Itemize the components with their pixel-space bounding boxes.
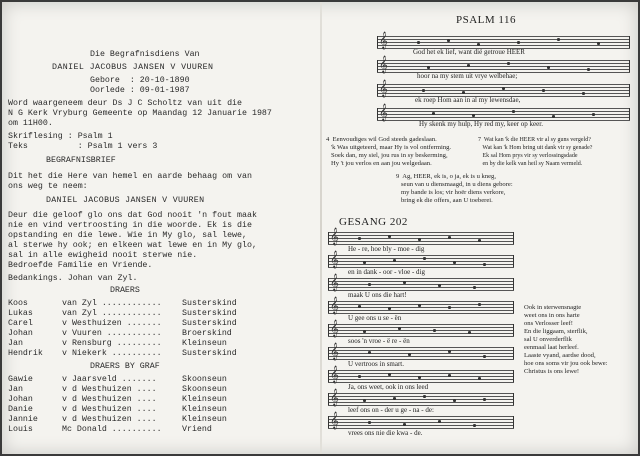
treble-clef-icon: 𝄞 xyxy=(330,365,339,383)
bearer-first: Koos xyxy=(8,299,28,308)
bearer-relation: Skoonseun xyxy=(182,375,227,384)
letter-body-line: Deur die geloof glo ons dat God nooit 'n fout maak xyxy=(8,211,257,220)
bearer-relation: Vriend xyxy=(182,425,212,434)
gesang-lyric-line: soos 'n vroe - ë re - ën xyxy=(348,337,410,345)
bearer-first: Johan xyxy=(8,395,33,404)
psalm-lyric-line: God het ek lief, want dié getroue HEER xyxy=(413,48,525,56)
bearer-first: Hendrik xyxy=(8,349,43,358)
bearer-surname: v d Westhuizen .... xyxy=(62,405,157,414)
bearer-relation: Broerskind xyxy=(182,329,232,338)
sermon-text: Teks : Psalm 1 vers 3 xyxy=(8,142,158,151)
scripture-reading: Skriflesing : Psalm 1 xyxy=(8,132,113,141)
verse-line: bring ek die offers, aan U toeberei. xyxy=(396,197,493,204)
gesang-title: GESANG 202 xyxy=(339,216,408,228)
service-line: Word waargeneem deur Ds J C Scholtz van uit die xyxy=(8,99,243,108)
verse-line: 7 Wat kan 'k die HEER vir al sy guns vergeld? xyxy=(478,137,591,143)
treble-clef-icon: 𝄞 xyxy=(379,55,388,73)
bearer-surname: v d Westhuizen .... xyxy=(62,385,157,394)
bearer-relation: Susterskind xyxy=(182,319,237,328)
bearer-surname: van Zyl ............ xyxy=(62,299,162,308)
letter-intro-line: ons weg te neem: xyxy=(8,182,88,191)
psalm-title: PSALM 116 xyxy=(456,14,517,26)
psalm-lyric-line: Hy skenk my hulp, Hy red my, keer op keer. xyxy=(419,120,543,128)
funeral-programme-sheet xyxy=(2,2,638,454)
letter-intro-line: Dit het die Here van hemel en aarde behaag om van xyxy=(8,172,252,181)
bearer-surname: v Niekerk .......... xyxy=(62,349,162,358)
side-verse-line: Ook in sterwensnagte xyxy=(524,304,582,311)
bearer-surname: Mc Donald .......... xyxy=(62,425,162,434)
side-verse-line: sal U onverderflik xyxy=(524,336,572,343)
bearer-relation: Susterskind xyxy=(182,309,237,318)
bearer-surname: v Vuuren ........... xyxy=(62,329,162,338)
side-verse-line: Christus is ons lewe! xyxy=(524,368,580,375)
bearer-first: Lukas xyxy=(8,309,33,318)
letter-body-line: nie en vind vertroosting in die woorde. Ek is die xyxy=(8,221,252,230)
verse-line: 'k Was uitgeteerd, maar Hy is vol ontferming. xyxy=(326,144,452,151)
grave-bearers-title: DRAERS BY GRAF xyxy=(90,362,160,371)
letter-body-line: sal in alle ewigheid nooit sterwe nie. xyxy=(8,251,198,260)
death-date: Oorlede : 09-01-1987 xyxy=(90,86,190,95)
side-verse-line: hoe ons soms vir jou ook bewe: xyxy=(524,360,608,367)
deceased-name: DANIEL JACOBUS JANSEN V VUUREN xyxy=(52,63,214,72)
thanks-line: Bedankings. Johan van Zyl. xyxy=(8,274,138,283)
psalm-lyric-line: ek roep Hom aan in al my lewensdae, xyxy=(415,96,521,104)
bearer-first: Gawie xyxy=(8,375,33,384)
gesang-lyric-line: U gee ons u se - ën xyxy=(348,314,402,322)
side-verse-line: Laaste vyand, aardse dood, xyxy=(524,352,596,359)
verse-line: Hy 't jou verlos en aan jou welgedaan. xyxy=(326,160,432,167)
bearer-first: Jan xyxy=(8,385,23,394)
treble-clef-icon: 𝄞 xyxy=(330,411,339,429)
gesang-lyric-line: maak U ons die hart! xyxy=(348,291,407,299)
bearer-first: Jannie xyxy=(8,415,38,424)
treble-clef-icon: 𝄞 xyxy=(330,342,339,360)
side-verse-line: ons Verlosser leef! xyxy=(524,320,573,327)
treble-clef-icon: 𝄞 xyxy=(330,273,339,291)
side-verse-line: eenmaal laat herleef. xyxy=(524,344,579,351)
bearer-first: Carel xyxy=(8,319,33,328)
bearer-relation: Skoonseun xyxy=(182,385,227,394)
bearer-surname: v d Westhuizen .... xyxy=(62,415,157,424)
gesang-lyric-line: vrees ons nie die kwa - de. xyxy=(348,429,423,437)
bearer-surname: v Rensburg ......... xyxy=(62,339,162,348)
page-fold xyxy=(320,2,322,454)
verse-line: 4 Eenvoudiges wil God steeds gadeslaan. xyxy=(326,136,437,143)
treble-clef-icon: 𝄞 xyxy=(379,79,388,97)
bearer-first: Danie xyxy=(8,405,33,414)
bearer-surname: v Jaarsveld ....... xyxy=(62,375,157,384)
treble-clef-icon: 𝄞 xyxy=(379,31,388,49)
gesang-lyric-line: Ja, ons weet, ook in ons leed xyxy=(348,383,429,391)
service-line: om 11H00. xyxy=(8,119,53,128)
verse-line: seun van u diensmaagd, in u diens gebore: xyxy=(396,181,513,188)
bearer-relation: Kleinseun xyxy=(182,395,227,404)
side-verse-line: En die liggaam, sterflik, xyxy=(524,328,588,335)
bearer-first: Johan xyxy=(8,329,33,338)
treble-clef-icon: 𝄞 xyxy=(330,319,339,337)
letter-body-line: al sterwe hy ook; en elkeen wat lewe en in My glo, xyxy=(8,241,257,250)
letter-name: DANIEL JACOBUS JANSEN V VUUREN xyxy=(46,196,205,205)
treble-clef-icon: 𝄞 xyxy=(330,296,339,314)
bearer-surname: van Zyl ............ xyxy=(62,309,162,318)
side-verse-line: weet ons in ons harte xyxy=(524,312,580,319)
gesang-lyric-line: U vertroos in smart. xyxy=(348,360,404,368)
letter-body-line: Bedroefde Familie en Vriende. xyxy=(8,261,153,270)
treble-clef-icon: 𝄞 xyxy=(330,388,339,406)
gesang-lyric-line: He - re, hoe bly - moe - dig xyxy=(348,245,425,253)
bearer-surname: v d Westhuizen .... xyxy=(62,395,157,404)
service-line: N G Kerk Vryburg Gemeente op Maandag 12 Januarie 1987 xyxy=(8,109,272,118)
bearer-surname: v Westhuizen ....... xyxy=(62,319,162,328)
verse-line: my bande is los; vir hoër diens verkore, xyxy=(396,189,506,196)
treble-clef-icon: 𝄞 xyxy=(330,250,339,268)
verse-line: Wat kan 'k Hom bring uit dank vir sy genade? xyxy=(478,145,593,151)
verse-line: Ek sal Hom prys vir sy verlossingsdade xyxy=(478,153,578,159)
treble-clef-icon: 𝄞 xyxy=(379,103,388,121)
service-heading: Die Begrafnisdiens Van xyxy=(90,50,200,59)
bearer-relation: Kleinseun xyxy=(182,415,227,424)
letter-body-line: opstanding en die lewe. Wie in My glo, sal lewe, xyxy=(8,231,247,240)
treble-clef-icon: 𝄞 xyxy=(330,227,339,245)
letter-title: BEGRAFNISBRIEF xyxy=(46,156,116,165)
bearer-first: Jan xyxy=(8,339,23,348)
gesang-lyric-line: en in dank - oor - vloe - dig xyxy=(348,268,425,276)
bearer-relation: Susterskind xyxy=(182,299,237,308)
bearer-relation: Kleinseun xyxy=(182,405,227,414)
bearer-relation: Kleinseun xyxy=(182,339,227,348)
gesang-lyric-line: leef ons on - der u ge - na - de: xyxy=(348,406,434,414)
bearer-first: Louis xyxy=(8,425,33,434)
bearer-relation: Susterskind xyxy=(182,349,237,358)
verse-line: Soek dan, my siel, jou rus in sy beskerming, xyxy=(326,152,448,159)
bearers-title: DRAERS xyxy=(110,286,140,295)
birth-date: Gebore : 20-10-1890 xyxy=(90,76,190,85)
verse-line: 9 Ag, HEER, ek is, o ja, ek is u kneg, xyxy=(396,173,496,180)
psalm-lyric-line: hoor na my stem uit vrye welbehae; xyxy=(417,72,518,80)
verse-line: en by die kelk van heil sy Naam vermeld. xyxy=(478,161,583,167)
